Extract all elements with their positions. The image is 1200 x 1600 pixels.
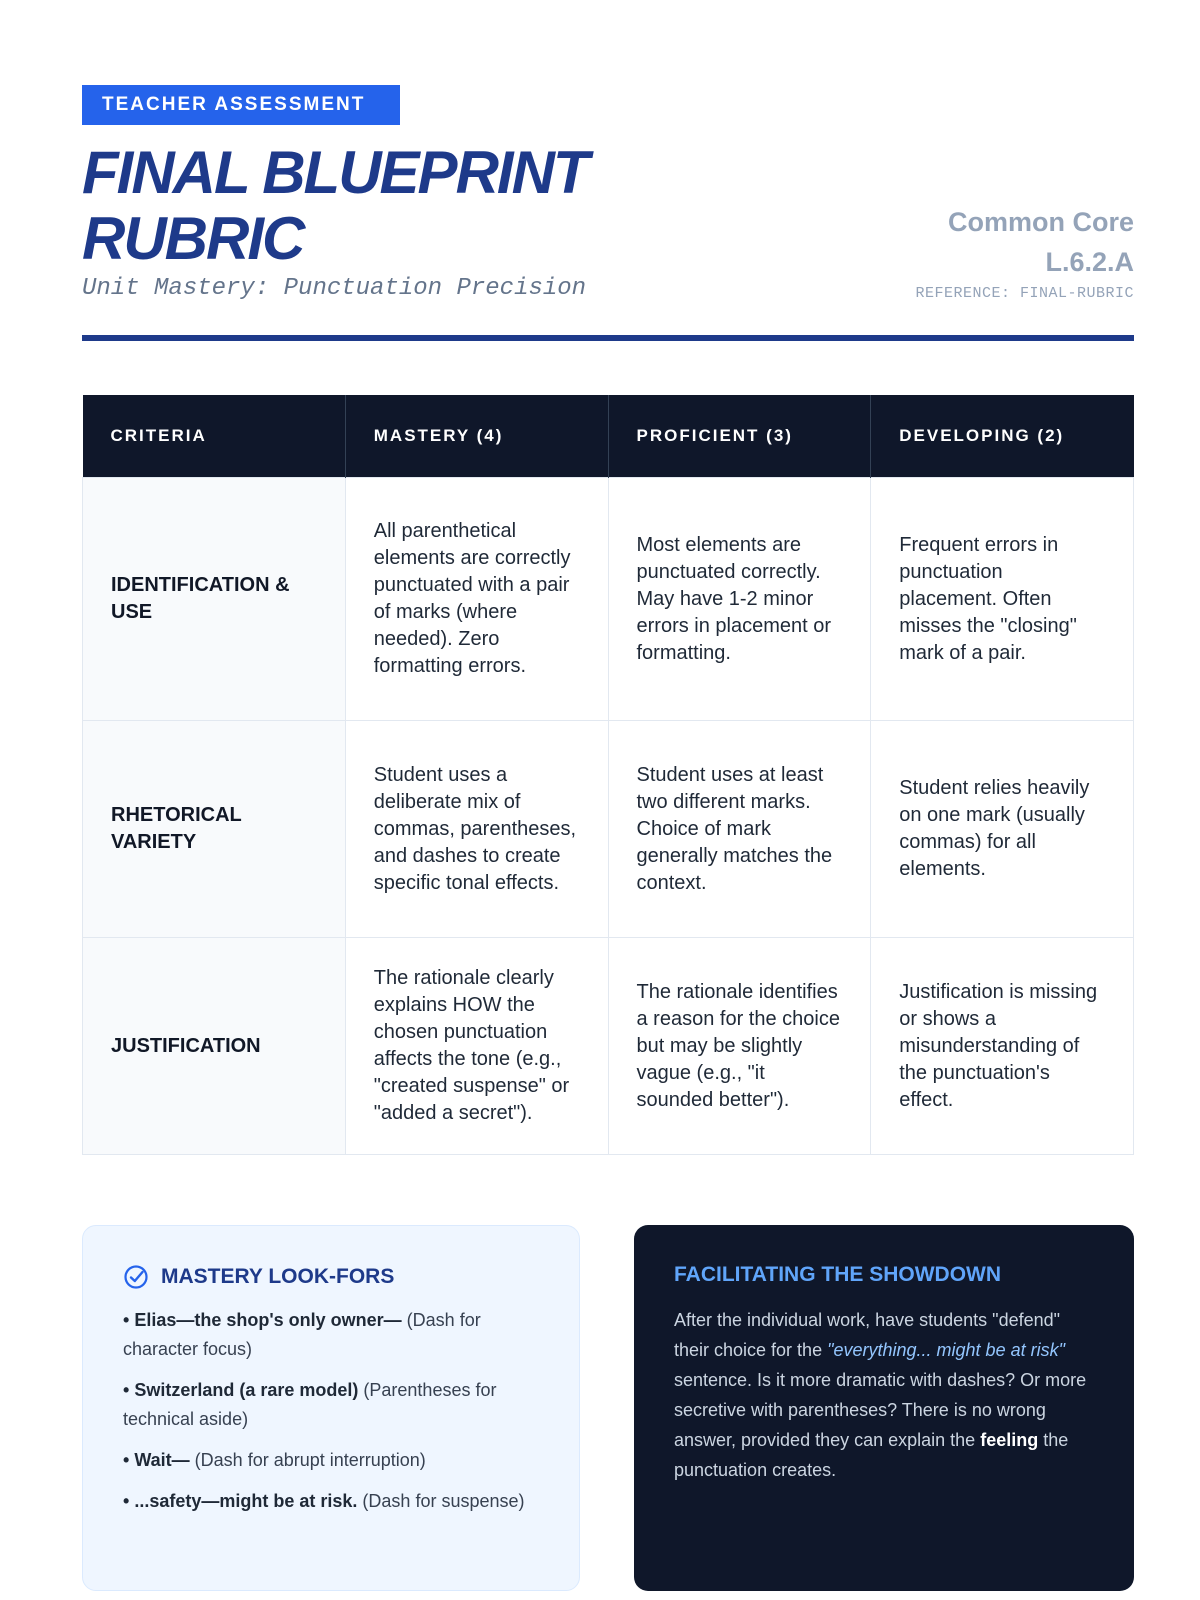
showdown-card [634, 1225, 1134, 1591]
showdown-title: FACILITATING THE SHOWDOWN [674, 1263, 1002, 1286]
page-title [82, 140, 722, 272]
reference-label: REFERENCE: FINAL-RUBRIC [915, 285, 1134, 302]
showdown-text-3: the punctuation creates. [674, 1430, 1069, 1480]
showdown-text [674, 1305, 1094, 1485]
bullet: • [123, 1380, 130, 1400]
criteria-cell: IDENTIFICATION & USE [83, 478, 346, 721]
lookfor-example: Wait— [134, 1450, 190, 1470]
bullet: • [123, 1310, 130, 1330]
lookfor-example: Elias—the shop's only owner— [134, 1310, 402, 1330]
criteria-cell: RHETORICAL VARIETY [83, 721, 346, 938]
header-proficient: PROFICIENT (3) [608, 395, 871, 478]
list-item [123, 1446, 539, 1475]
list-item [123, 1376, 539, 1434]
showdown-bold: feeling [980, 1430, 1039, 1450]
rubric-table [82, 395, 1134, 1155]
showdown-quote: "everything... might be at risk" [827, 1340, 1065, 1360]
mastery-lookfors-card [82, 1225, 580, 1591]
criteria-cell: JUSTIFICATION [83, 938, 346, 1155]
lookfor-note: (Dash for character focus) [123, 1310, 481, 1359]
list-item [123, 1487, 539, 1516]
lookfor-example: Switzerland (a rare model) [134, 1380, 359, 1400]
assessment-badge: TEACHER ASSESSMENT [82, 85, 400, 125]
lookfor-note: (Dash for abrupt interruption) [194, 1450, 426, 1470]
lookfors-title: MASTERY LOOK-FORS [161, 1265, 395, 1288]
developing-cell: Student relies heavily on one mark (usually commas) for all elements. [871, 721, 1134, 938]
developing-cell: Frequent errors in punctuation placement. Often misses the "closing" mark of a pair. [871, 478, 1134, 721]
header-developing: DEVELOPING (2) [871, 395, 1134, 478]
standard-line-2: L.6.2.A [1045, 247, 1134, 277]
mastery-cell: The rationale clearly explains HOW the chosen punctuation affects the tone (e.g., "created suspense" or "added a secret"). [345, 938, 608, 1155]
lookfor-note: (Parentheses for technical aside) [123, 1380, 497, 1429]
table-row [83, 721, 1134, 938]
page-subtitle: Unit Mastery: Punctuation Precision [82, 275, 587, 302]
proficient-cell: The rationale identifies a reason for the choice but may be slightly vague (e.g., "it sounded better"). [608, 938, 871, 1155]
header-mastery: MASTERY (4) [345, 395, 608, 478]
title-line-1: FINAL BLUEPRINT [82, 139, 588, 206]
table-header-row [83, 395, 1134, 478]
proficient-cell: Student uses at least two different marks. Choice of mark generally matches the context. [608, 721, 871, 938]
header-criteria: CRITERIA [83, 395, 346, 478]
standard-code [814, 202, 1134, 282]
lookfor-example: ...safety—might be at risk. [134, 1491, 358, 1511]
standard-line-1: Common Core [947, 207, 1134, 237]
showdown-text-2: sentence. Is it more dramatic with dashes? Or more secretive with parentheses? There is no wrong answer, provided they can explain the [674, 1370, 1087, 1450]
bullet: • [123, 1491, 130, 1511]
mastery-cell: Student uses a deliberate mix of commas, parentheses, and dashes to create specific tonal effects. [345, 721, 608, 938]
header-divider [82, 335, 1134, 341]
list-item [123, 1306, 539, 1364]
check-circle-icon [123, 1264, 149, 1290]
lookfor-note: (Dash for suspense) [362, 1491, 525, 1511]
title-line-2: RUBRIC [82, 205, 304, 272]
lookfors-heading [123, 1264, 539, 1290]
table-row [83, 938, 1134, 1155]
bullet: • [123, 1450, 130, 1470]
developing-cell: Justification is missing or shows a misunderstanding of the punctuation's effect. [871, 938, 1134, 1155]
proficient-cell: Most elements are punctuated correctly. May have 1-2 minor errors in placement or formatting. [608, 478, 871, 721]
showdown-text-1: After the individual work, have students "defend" their choice for the [674, 1310, 1061, 1360]
mastery-cell: All parenthetical elements are correctly punctuated with a pair of marks (where needed). Zero formatting errors. [345, 478, 608, 721]
table-row [83, 478, 1134, 721]
